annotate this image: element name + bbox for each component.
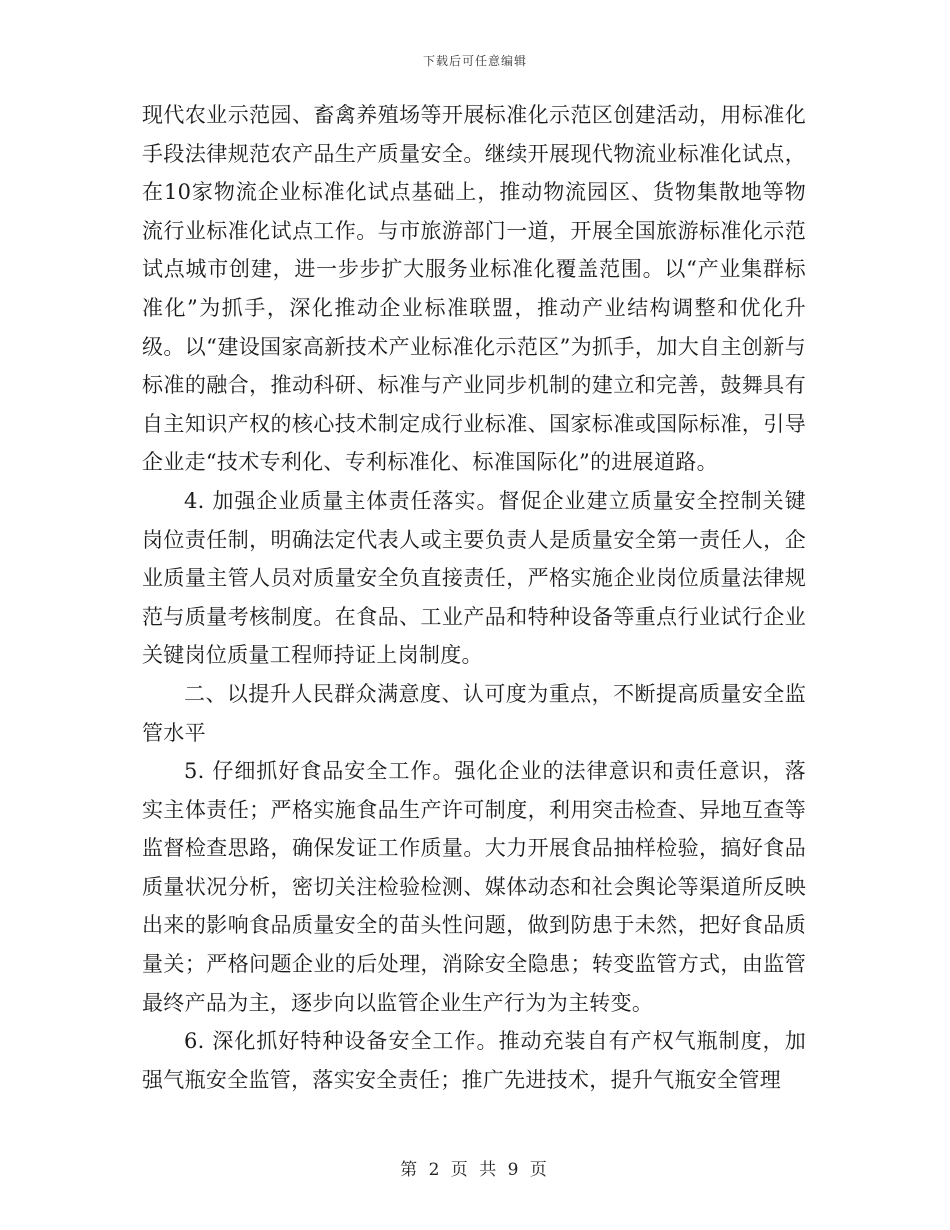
page-header: 下载后可任意编辑	[422, 54, 527, 68]
section-heading-2: 二、以提升人民群众满意度、认可度为重点，不断提高质量安全监管水平	[142, 681, 806, 745]
paragraph-item-4: 4. 加强企业质量主体责任落实。督促企业建立质量安全控制关键岗位责任制，明确法定代表人或主要负责人是质量安全第一责任人，企业质量主管人员对质量安全负直接责任，严格实施企业岗位质量法律规范与质量考核制度。在食品、工业产品和特种设备等重点行业试行企业关键岗位质量工程师持证上岗制度。	[142, 488, 806, 668]
paragraph-item-5: 5. 仔细抓好食品安全工作。强化企业的法律意识和责任意识，落实主体责任；严格实施食品生产许可制度，利用突击检查、异地互查等监督检查思路，确保发证工作质量。大力开展食品抽样检验，搞好食品质量状况分析，密切关注检验检测、媒体动态和社会舆论等渠道所反映出来的影响食品质量安全的苗头性问题，做到防患于未然，把好食品质量关；严格问题企业的后处理，消除安全隐患；转变监管方式，由监管最终产品为主，逐步向以监管企业生产行为为主转变。	[142, 759, 806, 1015]
document-body	[142, 96, 806, 1099]
page-number: 第 2 页 共 9 页	[400, 1160, 550, 1180]
paragraph-standardization: 现代农业示范园、畜禽养殖场等开展标准化示范区创建活动，用标准化手段法律规范农产品生产质量安全。继续开展现代物流业标准化试点，在10家物流企业标准化试点基础上，推动物流园区、货物集散地等物流行业标准化试点工作。与市旅游部门一道，开展全国旅游标准化示范试点城市创建，进一步步扩大服务业标准化覆盖范围。以“产业集群标准化”为抓手，深化推动企业标准联盟，推动产业结构调整和优化升级。以“建设国家高新技术产业标准化示范区”为抓手，加大自主创新与标准的融合，推动科研、标准与产业同步机制的建立和完善，鼓舞具有自主知识产权的核心技术制定成行业标准、国家标准或国际标准，引导企业走“技术专利化、专利标准化、标准国际化”的进展道路。	[142, 103, 806, 475]
paragraph-item-6: 6. 深化抓好特种设备安全工作。推动充装自有产权气瓶制度，加强气瓶安全监管，落实安全责任；推广先进技术，提升气瓶安全管理	[142, 1029, 806, 1092]
